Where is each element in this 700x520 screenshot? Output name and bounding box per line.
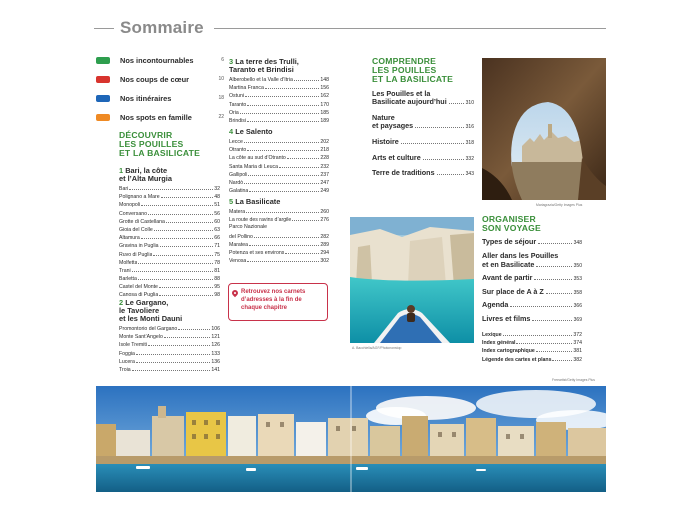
cave-photo-credit: Mariagrazia/Getty Images Plus	[536, 203, 583, 207]
toc-entry-page: 51	[214, 202, 220, 209]
toc-entry-name: Troia	[119, 366, 131, 373]
toc-major-entry-page: 369	[573, 316, 582, 323]
green-swatch-icon	[96, 57, 110, 64]
toc-major-entry[interactable]	[482, 288, 582, 298]
section-3-title: 3 La terre des Trulli, Taranto et Brindisi	[229, 57, 299, 74]
toc-entry-page: 260	[320, 209, 329, 215]
toc-entry-name: Grotte di Castellana	[119, 218, 165, 225]
leader-dots	[510, 302, 571, 307]
toc-entry-page: 249	[320, 188, 329, 195]
toc-entry[interactable]	[229, 216, 329, 224]
toc-major-entry-line	[482, 274, 582, 284]
toc-entry[interactable]	[229, 154, 329, 162]
leader-dots	[249, 241, 319, 246]
location-pin-icon	[231, 289, 239, 297]
leader-dots	[247, 257, 319, 262]
comprendre-section	[372, 57, 474, 185]
leader-dots	[160, 242, 214, 247]
comprendre-title: COMPRENDRE LES POUILLES ET LA BASILICATE	[372, 56, 454, 85]
leader-dots	[536, 347, 573, 352]
toc-entry-name: Oria	[229, 109, 239, 116]
toc-major-entry-line	[372, 122, 474, 132]
legend-page: 6	[221, 57, 224, 63]
toc-entry-page: 133	[211, 350, 220, 357]
toc-entry[interactable]	[119, 366, 220, 374]
toc-entry[interactable]	[229, 249, 329, 257]
toc-entry[interactable]	[119, 275, 220, 283]
toc-entry-name: Gioia del Colle	[119, 226, 153, 233]
toc-major-entry-page: 358	[573, 289, 582, 296]
leader-dots	[138, 275, 213, 280]
toc-entry-name: Ostuni	[229, 93, 244, 100]
toc-entry[interactable]	[119, 210, 220, 218]
leader-dots	[285, 249, 319, 254]
toc-index-page: 382	[573, 356, 582, 363]
toc-entry-name: Conversano	[119, 210, 147, 217]
section-5-title: 5 La Basilicate	[229, 197, 281, 206]
toc-index-page: 381	[573, 348, 582, 355]
leader-dots	[247, 146, 319, 151]
leader-dots	[148, 210, 213, 215]
toc-entry-page: 289	[320, 241, 329, 248]
toc-entry[interactable]	[229, 84, 329, 92]
leader-dots	[503, 331, 573, 336]
toc-entry-name: Santa Maria di Leuca	[229, 163, 279, 170]
toc-major-entry-page: 350	[573, 262, 582, 269]
toc-index-page: 372	[573, 331, 582, 338]
red-swatch-icon	[96, 76, 110, 83]
toc-entry-page: 88	[214, 276, 220, 283]
leader-dots	[159, 291, 213, 296]
toc-entry[interactable]	[119, 267, 220, 275]
toc-entry[interactable]	[229, 138, 329, 146]
organiser-title: ORGANISER SON VOYAGE	[482, 214, 541, 234]
toc-entry-page: 302	[320, 258, 329, 265]
toc-entry-name: Foggia	[119, 350, 135, 357]
leader-dots	[247, 117, 319, 122]
toc-entry[interactable]	[119, 218, 220, 226]
section-4-title: 4 Le Salento	[229, 127, 273, 136]
leader-dots	[161, 193, 214, 198]
toc-major-entry-line	[482, 288, 582, 298]
toc-entry-name: Bari	[119, 186, 129, 192]
toc-major-entry-line: Les Pouilles et la	[372, 88, 431, 98]
leader-dots	[532, 316, 571, 321]
toc-major-entry-page: 343	[465, 171, 474, 178]
toc-entry-name: Maratea	[229, 241, 249, 248]
panorama-photo-credit: Freeartist/Getty Images Plus	[552, 378, 595, 382]
leader-dots	[249, 187, 319, 192]
toc-entry-page: 95	[214, 284, 220, 291]
toc-index-name: Index général	[482, 339, 516, 346]
toc-entry-page: 156	[320, 85, 329, 92]
leader-dots	[546, 289, 572, 294]
toc-entry[interactable]	[119, 341, 220, 349]
toc-entry-name: Promontorio del Gargano	[119, 326, 178, 332]
leader-dots	[141, 234, 213, 239]
toc-major-entry[interactable]	[482, 315, 582, 325]
toc-entry[interactable]	[229, 163, 329, 171]
section-4	[229, 128, 329, 195]
toc-entry-page: 148	[320, 77, 329, 83]
toc-major-entry-page: 348	[573, 240, 582, 247]
toc-entry-page: 32	[214, 186, 220, 192]
toc-entry-page: 56	[214, 210, 220, 217]
toc-entry-name: Gallipoli	[229, 171, 248, 178]
toc-entry[interactable]	[119, 325, 220, 333]
callout-text: Retrouvez nos carnets d’adresses à la fin de chaque chapitre	[241, 289, 306, 311]
toc-entry-page: 78	[214, 259, 220, 266]
leader-dots	[138, 259, 213, 264]
toc-major-entry-line	[482, 301, 582, 311]
leader-dots	[166, 218, 213, 223]
legend-label: Nos coups de cœur	[120, 74, 189, 84]
toc-entry[interactable]	[229, 76, 329, 84]
toc-entry-page: 162	[320, 93, 329, 100]
section-1	[119, 167, 220, 300]
leader-dots	[552, 356, 572, 361]
leader-dots	[154, 226, 213, 231]
leader-dots	[423, 155, 464, 160]
leader-dots	[164, 333, 211, 338]
toc-index-entry[interactable]	[482, 339, 582, 347]
toc-entry[interactable]	[229, 179, 329, 187]
legend-label: Nos spots en famille	[120, 112, 192, 122]
toc-entry[interactable]	[229, 171, 329, 179]
toc-major-entry-line	[372, 138, 474, 148]
toc-major-entry-page: 332	[465, 155, 474, 162]
page-fold	[350, 384, 352, 492]
toc-entry-name: del Pollino	[229, 233, 253, 240]
toc-entry-name: Potenza et ses environs	[229, 249, 285, 256]
toc-entry-name: Martina Franca	[229, 85, 264, 92]
toc-major-entry[interactable]	[372, 169, 474, 179]
toc-entry[interactable]	[229, 117, 329, 125]
organiser-section	[482, 215, 582, 364]
toc-entry-name: Castel del Monte	[119, 284, 158, 291]
decouvrir-section	[119, 131, 224, 159]
leader-dots	[148, 341, 210, 346]
boat-photo	[350, 217, 474, 343]
toc-entry-page: 60	[214, 218, 220, 225]
legend-page: 22	[218, 114, 224, 120]
toc-entry-name: Venosa	[229, 258, 247, 265]
toc-entry-name: Altamura	[119, 235, 140, 242]
toc-major-entry-line	[372, 154, 474, 164]
toc-entry-name: Gravina in Puglia	[119, 243, 159, 250]
leader-dots	[415, 123, 464, 128]
toc-entry[interactable]	[229, 92, 329, 100]
toc-entry-name: Alberobello et la Valle d’Itria	[229, 77, 293, 83]
toc-entry-page: 71	[214, 243, 220, 250]
title-rule-right	[214, 28, 606, 29]
orange-swatch-icon	[96, 114, 110, 121]
leader-dots	[178, 325, 210, 330]
boat-photo-credit: A. Bacchiella/AGF/Photononstop	[352, 346, 402, 350]
leader-dots	[534, 275, 571, 280]
toc-entry-page: 98	[214, 292, 220, 299]
toc-entry-page: 189	[320, 117, 329, 124]
toc-major-entry-name: et en Basilicate	[482, 259, 535, 269]
toc-entry-page: 48	[214, 194, 220, 201]
toc-major-entry[interactable]	[482, 238, 582, 248]
toc-major-entry-name: et paysages	[372, 121, 414, 131]
toc-major-entry[interactable]	[482, 252, 582, 270]
toc-entry-name: Lecce	[229, 139, 243, 145]
toc-major-entry-line	[372, 98, 474, 108]
toc-major-entry-name: Livres et films	[482, 313, 531, 323]
toc-major-entry-name: Avant de partir	[482, 273, 533, 283]
toc-entry[interactable]	[229, 187, 329, 195]
toc-entry-name: Taranto	[229, 101, 247, 108]
toc-entry-name: Brindisi	[229, 117, 247, 124]
toc-major-entry-page: 318	[465, 139, 474, 146]
legend-page: 10	[218, 76, 224, 82]
toc-major-entry-page: 366	[573, 303, 582, 310]
toc-major-entry-name: Types de séjour	[482, 237, 537, 247]
toc-major-entry-line: Aller dans les Pouilles	[482, 251, 559, 260]
section-5	[229, 198, 329, 265]
toc-entry-name: Lucera	[119, 358, 135, 365]
toc-major-entry-line	[482, 238, 582, 248]
leader-dots	[247, 101, 319, 106]
toc-entry-page: 247	[320, 179, 329, 186]
toc-major-entry[interactable]	[372, 90, 474, 108]
toc-entry-page: 121	[211, 334, 220, 341]
toc-major-entry-page: 353	[573, 276, 582, 283]
legend-label: Nos incontournables	[120, 55, 194, 65]
toc-entry-line	[229, 224, 329, 232]
section-3	[229, 58, 329, 125]
leader-dots	[245, 92, 319, 97]
leader-dots	[265, 84, 319, 89]
toc-entry-name: Molfetta	[119, 259, 138, 266]
toc-entry[interactable]	[119, 333, 220, 341]
toc-entry-page: 141	[211, 366, 220, 373]
leader-dots	[437, 170, 464, 175]
toc-entry-name: Canosa di Puglia	[119, 292, 159, 299]
toc-index-name: Index cartographique	[482, 348, 535, 355]
toc-major-entry-name: Terre de traditions	[372, 168, 435, 178]
toc-major-entry-name: Agenda	[482, 300, 509, 310]
toc-entry[interactable]	[229, 146, 329, 154]
toc-entry[interactable]	[229, 241, 329, 249]
toc-major-entry-name: Sur place de A à Z	[482, 286, 544, 296]
toc-entry[interactable]	[119, 242, 220, 250]
leader-dots	[279, 163, 319, 168]
leader-dots	[136, 358, 210, 363]
toc-entry-page: 63	[214, 226, 220, 233]
toc-entry-name: Isole Tremiti	[119, 342, 147, 349]
leader-dots	[449, 99, 464, 104]
toc-entry-page: 228	[320, 155, 329, 162]
leader-dots	[132, 366, 211, 371]
toc-major-entry[interactable]	[372, 154, 474, 164]
leader-dots	[287, 154, 320, 159]
leader-dots	[244, 138, 320, 143]
toc-entry-name: Barletta	[119, 276, 137, 283]
leader-dots	[538, 239, 571, 244]
toc-entry-page: 276	[320, 217, 329, 224]
toc-index-name: Légende des cartes et plans	[482, 356, 552, 363]
toc-entry-name: Otranto	[229, 147, 247, 154]
toc-entry-page: 185	[320, 109, 329, 116]
page-title: Sommaire	[120, 18, 204, 37]
leader-dots	[136, 350, 210, 355]
section-2	[119, 299, 220, 374]
leader-dots	[159, 283, 213, 288]
toc-major-entry-name: Arts et culture	[372, 152, 421, 162]
toc-entry[interactable]	[119, 358, 220, 366]
toc-entry[interactable]	[229, 233, 329, 241]
toc-index-page: 374	[573, 339, 582, 346]
toc-index-entry[interactable]	[482, 356, 582, 364]
toc-entry-page: 202	[320, 139, 329, 145]
leader-dots	[141, 201, 213, 206]
toc-entry[interactable]	[119, 283, 220, 291]
leader-dots	[401, 139, 464, 144]
legend-item-itineraires[interactable]	[96, 92, 224, 104]
toc-entry[interactable]	[119, 350, 220, 358]
toc-entry-name: Polignano a Mare	[119, 194, 160, 201]
toc-entry-page: 232	[320, 163, 329, 170]
toc-major-entry-page: 316	[465, 124, 474, 131]
toc-entry-page: 81	[214, 267, 220, 274]
toc-entry[interactable]	[119, 201, 220, 209]
leader-dots	[536, 262, 571, 267]
legend-label: Nos itinéraires	[120, 93, 172, 103]
toc-entry-name: Matera	[229, 209, 246, 215]
toc-major-entry-line	[482, 315, 582, 325]
toc-entry-name: La route des ravins d’argile	[229, 217, 292, 224]
toc-entry-page: 237	[320, 171, 329, 178]
toc-entry-page: 66	[214, 235, 220, 242]
toc-index-entry[interactable]	[482, 347, 582, 355]
toc-major-entry-line	[372, 169, 474, 179]
toc-entry-page: 126	[211, 342, 220, 349]
section-2-title: 2 Le Gargano, le Tavoliere et les Monti Dauni	[119, 298, 183, 323]
leader-dots	[129, 185, 213, 190]
toc-entry[interactable]	[119, 259, 220, 267]
toc-entry-name: Monte Sant’Angelo	[119, 334, 163, 341]
toc-entry-page: 75	[214, 251, 220, 258]
toc-entry[interactable]	[119, 185, 220, 193]
toc-major-entry-line	[482, 261, 582, 271]
toc-major-entry[interactable]	[372, 114, 474, 132]
cave-photo	[482, 58, 606, 200]
toc-entry[interactable]	[229, 208, 329, 216]
toc-entry-name: Parco Nazionale	[229, 224, 268, 231]
toc-entry[interactable]	[229, 257, 329, 265]
toc-entry-name: Monopoli	[119, 202, 141, 209]
leader-dots	[153, 251, 213, 256]
toc-entry[interactable]	[229, 109, 329, 117]
blue-swatch-icon	[96, 95, 110, 102]
legend-item-coups-de-coeur[interactable]	[96, 73, 224, 85]
carnets-callout	[228, 283, 328, 321]
leader-dots	[244, 179, 319, 184]
toc-entry-page: 282	[320, 233, 329, 240]
toc-major-entry[interactable]	[372, 138, 474, 148]
toc-index-name: Lexique	[482, 331, 502, 338]
toc-entry-name: Ruvo di Puglia	[119, 251, 153, 258]
legend-item-incontournables[interactable]	[96, 54, 224, 66]
legend-page: 18	[218, 95, 224, 101]
toc-index-entry[interactable]	[482, 331, 582, 339]
toc-entry[interactable]	[229, 101, 329, 109]
toc-entry[interactable]	[119, 193, 220, 201]
leader-dots	[240, 109, 320, 114]
leader-dots	[254, 233, 319, 238]
toc-major-entry-name: Histoire	[372, 136, 399, 146]
toc-major-entry-name: Basilicate aujourd’hui	[372, 97, 447, 107]
toc-entry-page: 218	[320, 147, 329, 154]
leader-dots	[516, 339, 572, 344]
leader-dots	[294, 76, 319, 81]
toc-entry-name: Trani	[119, 267, 131, 274]
decouvrir-title: DÉCOUVRIR LES POUILLES ET LA BASILICATE	[119, 130, 201, 159]
leader-dots	[132, 267, 214, 272]
leader-dots	[246, 208, 319, 213]
toc-major-entry[interactable]	[482, 301, 582, 311]
toc-entry[interactable]	[119, 251, 220, 259]
legend-item-famille[interactable]	[96, 111, 224, 123]
toc-entry[interactable]	[119, 234, 220, 242]
toc-entry-page: 106	[211, 326, 220, 332]
toc-major-entry-page: 310	[465, 100, 474, 107]
toc-entry-page: 294	[320, 249, 329, 256]
toc-entry[interactable]	[119, 226, 220, 234]
toc-entry-page: 170	[320, 101, 329, 108]
toc-major-entry[interactable]	[482, 274, 582, 284]
toc-major-entry-line: Nature	[372, 112, 395, 122]
toc-entry-name: Galatina	[229, 188, 249, 195]
leader-dots	[248, 171, 319, 176]
toc-entry-name: La côte au sud d’Otranto	[229, 155, 286, 162]
leader-dots	[292, 216, 319, 221]
title-rule-left	[94, 28, 114, 29]
section-1-title: 1 Bari, la côte et l’Alta Murgia	[119, 166, 172, 183]
toc-entry-name: Nardò	[229, 179, 244, 186]
toc-entry-page: 136	[211, 358, 220, 365]
